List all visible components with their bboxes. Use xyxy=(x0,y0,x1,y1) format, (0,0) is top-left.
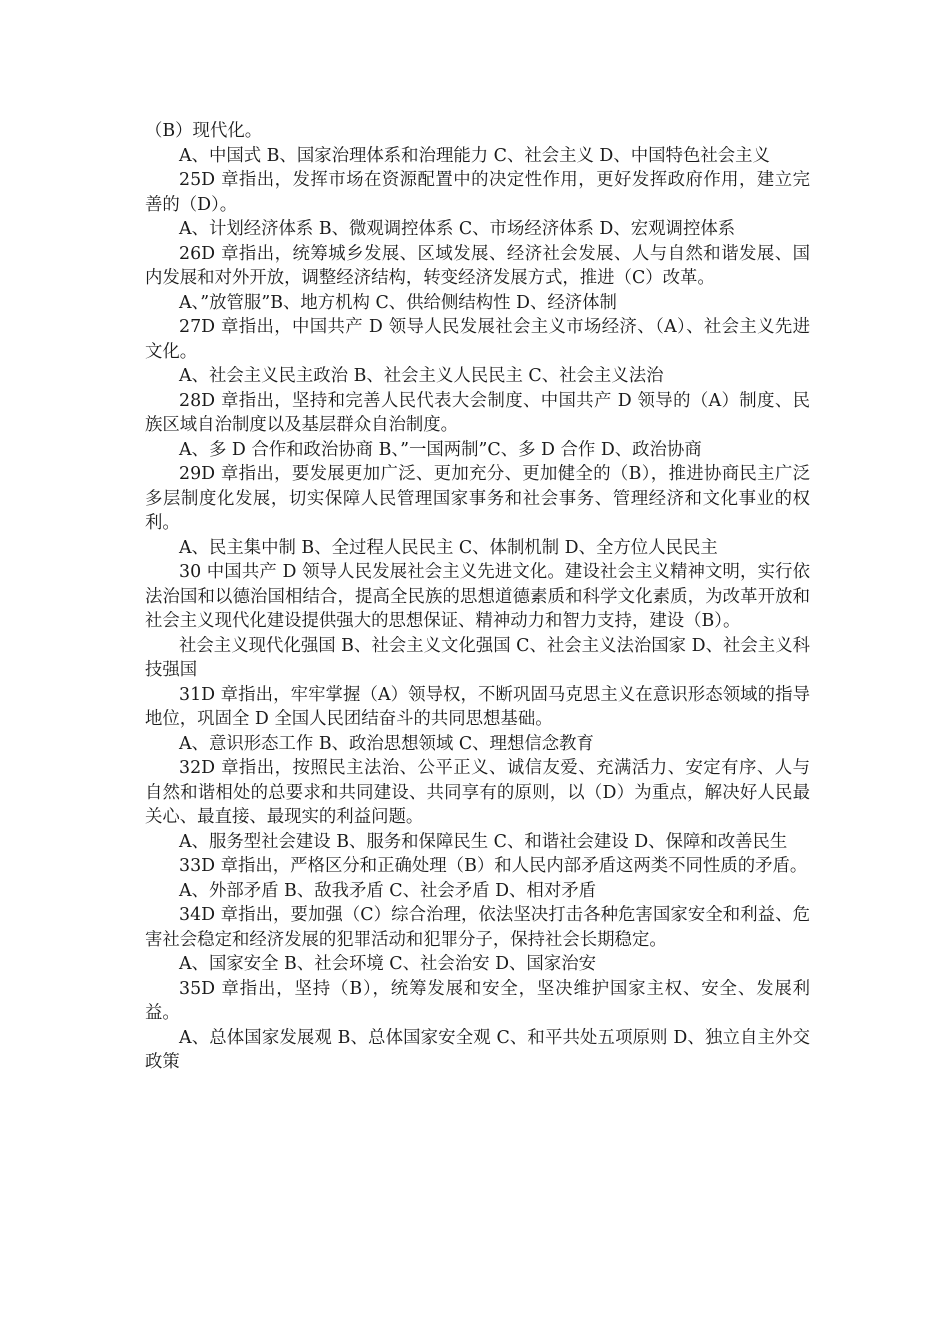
paragraph: 社会主义现代化强国 B、社会主义文化强国 C、社会主义法治国家 D、社会主义科技强国 xyxy=(145,635,810,680)
paragraph: 32D 章指出，按照民主法治、公平正义、诚信友爱、充满活力、安定有序、人与自然和谐相处的总要求和共同建设、共同享有的原则，以（D）为重点，解决好人民最关心、最直接、最现实的利益问题。 xyxy=(145,758,810,827)
paragraph: 34D 章指出，要加强（C）综合治理，依法坚决打击各种危害国家安全和利益、危害社会稳定和经济发展的犯罪活动和犯罪分子，保持社会长期稳定。 xyxy=(145,905,810,950)
paragraph: A、计划经济体系 B、微观调控体系 C、市场经济体系 D、宏观调控体系 xyxy=(179,219,736,239)
paragraph: （B）现代化。 xyxy=(145,121,263,141)
paragraph: A、民主集中制 B、全过程人民民主 C、体制机制 D、全方位人民民主 xyxy=(179,537,718,558)
paragraph: 30 中国共产 D 领导人民发展社会主义先进文化。建设社会主义精神文明，实行依法治国和以德治国相结合，提高全民族的思想道德素质和科学文化素质，为改革开放和社会主义现代化建设提供强大的思想保证、精神动力和智力支持，建设（B）。 xyxy=(145,562,810,631)
paragraph: 26D 章指出，统筹城乡发展、区域发展、经济社会发展、人与自然和谐发展、国内发展和对外开放，调整经济结构，转变经济发展方式，推进（C）改革。 xyxy=(145,243,810,288)
paragraph: A、外部矛盾 B、敌我矛盾 C、社会矛盾 D、相对矛盾 xyxy=(179,880,596,901)
paragraph: A、社会主义民主政治 B、社会主义人民民主 C、社会主义法治 xyxy=(179,366,664,386)
paragraph: A、总体国家发展观 B、总体国家安全观 C、和平共处五项原则 D、独立自主外交政策 xyxy=(145,1027,810,1072)
paragraph: 25D 章指出，发挥市场在资源配置中的决定性作用，更好发挥政府作用，建立完善的（D）。 xyxy=(145,170,810,215)
paragraph: 31D 章指出，牢牢掌握（A）领导权，不断巩固马克思主义在意识形态领域的指导地位，巩固全 D 全国人民团结奋斗的共同思想基础。 xyxy=(145,684,810,729)
paragraph: A、服务型社会建设 B、服务和保障民生 C、和谐社会建设 D、保障和改善民生 xyxy=(179,831,788,852)
paragraph: 28D 章指出，坚持和完善人民代表大会制度、中国共产 D 领导的（A）制度、民族区域自治制度以及基层群众自治制度。 xyxy=(145,390,810,435)
paragraph: A、意识形态工作 B、政治思想领域 C、理想信念教育 xyxy=(179,733,594,754)
paragraph: A、中国式 B、国家治理体系和治理能力 C、社会主义 D、中国特色社会主义 xyxy=(179,145,770,166)
document-page xyxy=(145,119,810,1075)
paragraph: 29D 章指出，要发展更加广泛、更加充分、更加健全的（B），推进协商民主广泛多层制度化发展，切实保障人民管理国家事务和社会事务、管理经济和文化事业的权利。 xyxy=(145,464,810,533)
paragraph: 33D 章指出，严格区分和正确处理（B）和人民内部矛盾这两类不同性质的矛盾。 xyxy=(179,856,808,876)
paragraph: 27D 章指出，中国共产 D 领导人民发展社会主义市场经济、（A）、社会主义先进文化。 xyxy=(145,317,810,362)
paragraph: A、多 D 合作和政治协商 B、”一国两制”C、多 D 合作 D、政治协商 xyxy=(179,439,702,460)
paragraph: A、”放管服”B、地方机构 C、供给侧结构性 D、经济体制 xyxy=(179,292,617,313)
paragraph: A、国家安全 B、社会环境 C、社会治安 D、国家治安 xyxy=(179,954,596,974)
paragraph: 35D 章指出，坚持（B），统筹发展和安全，坚决维护国家主权、安全、发展利益。 xyxy=(145,978,810,1023)
